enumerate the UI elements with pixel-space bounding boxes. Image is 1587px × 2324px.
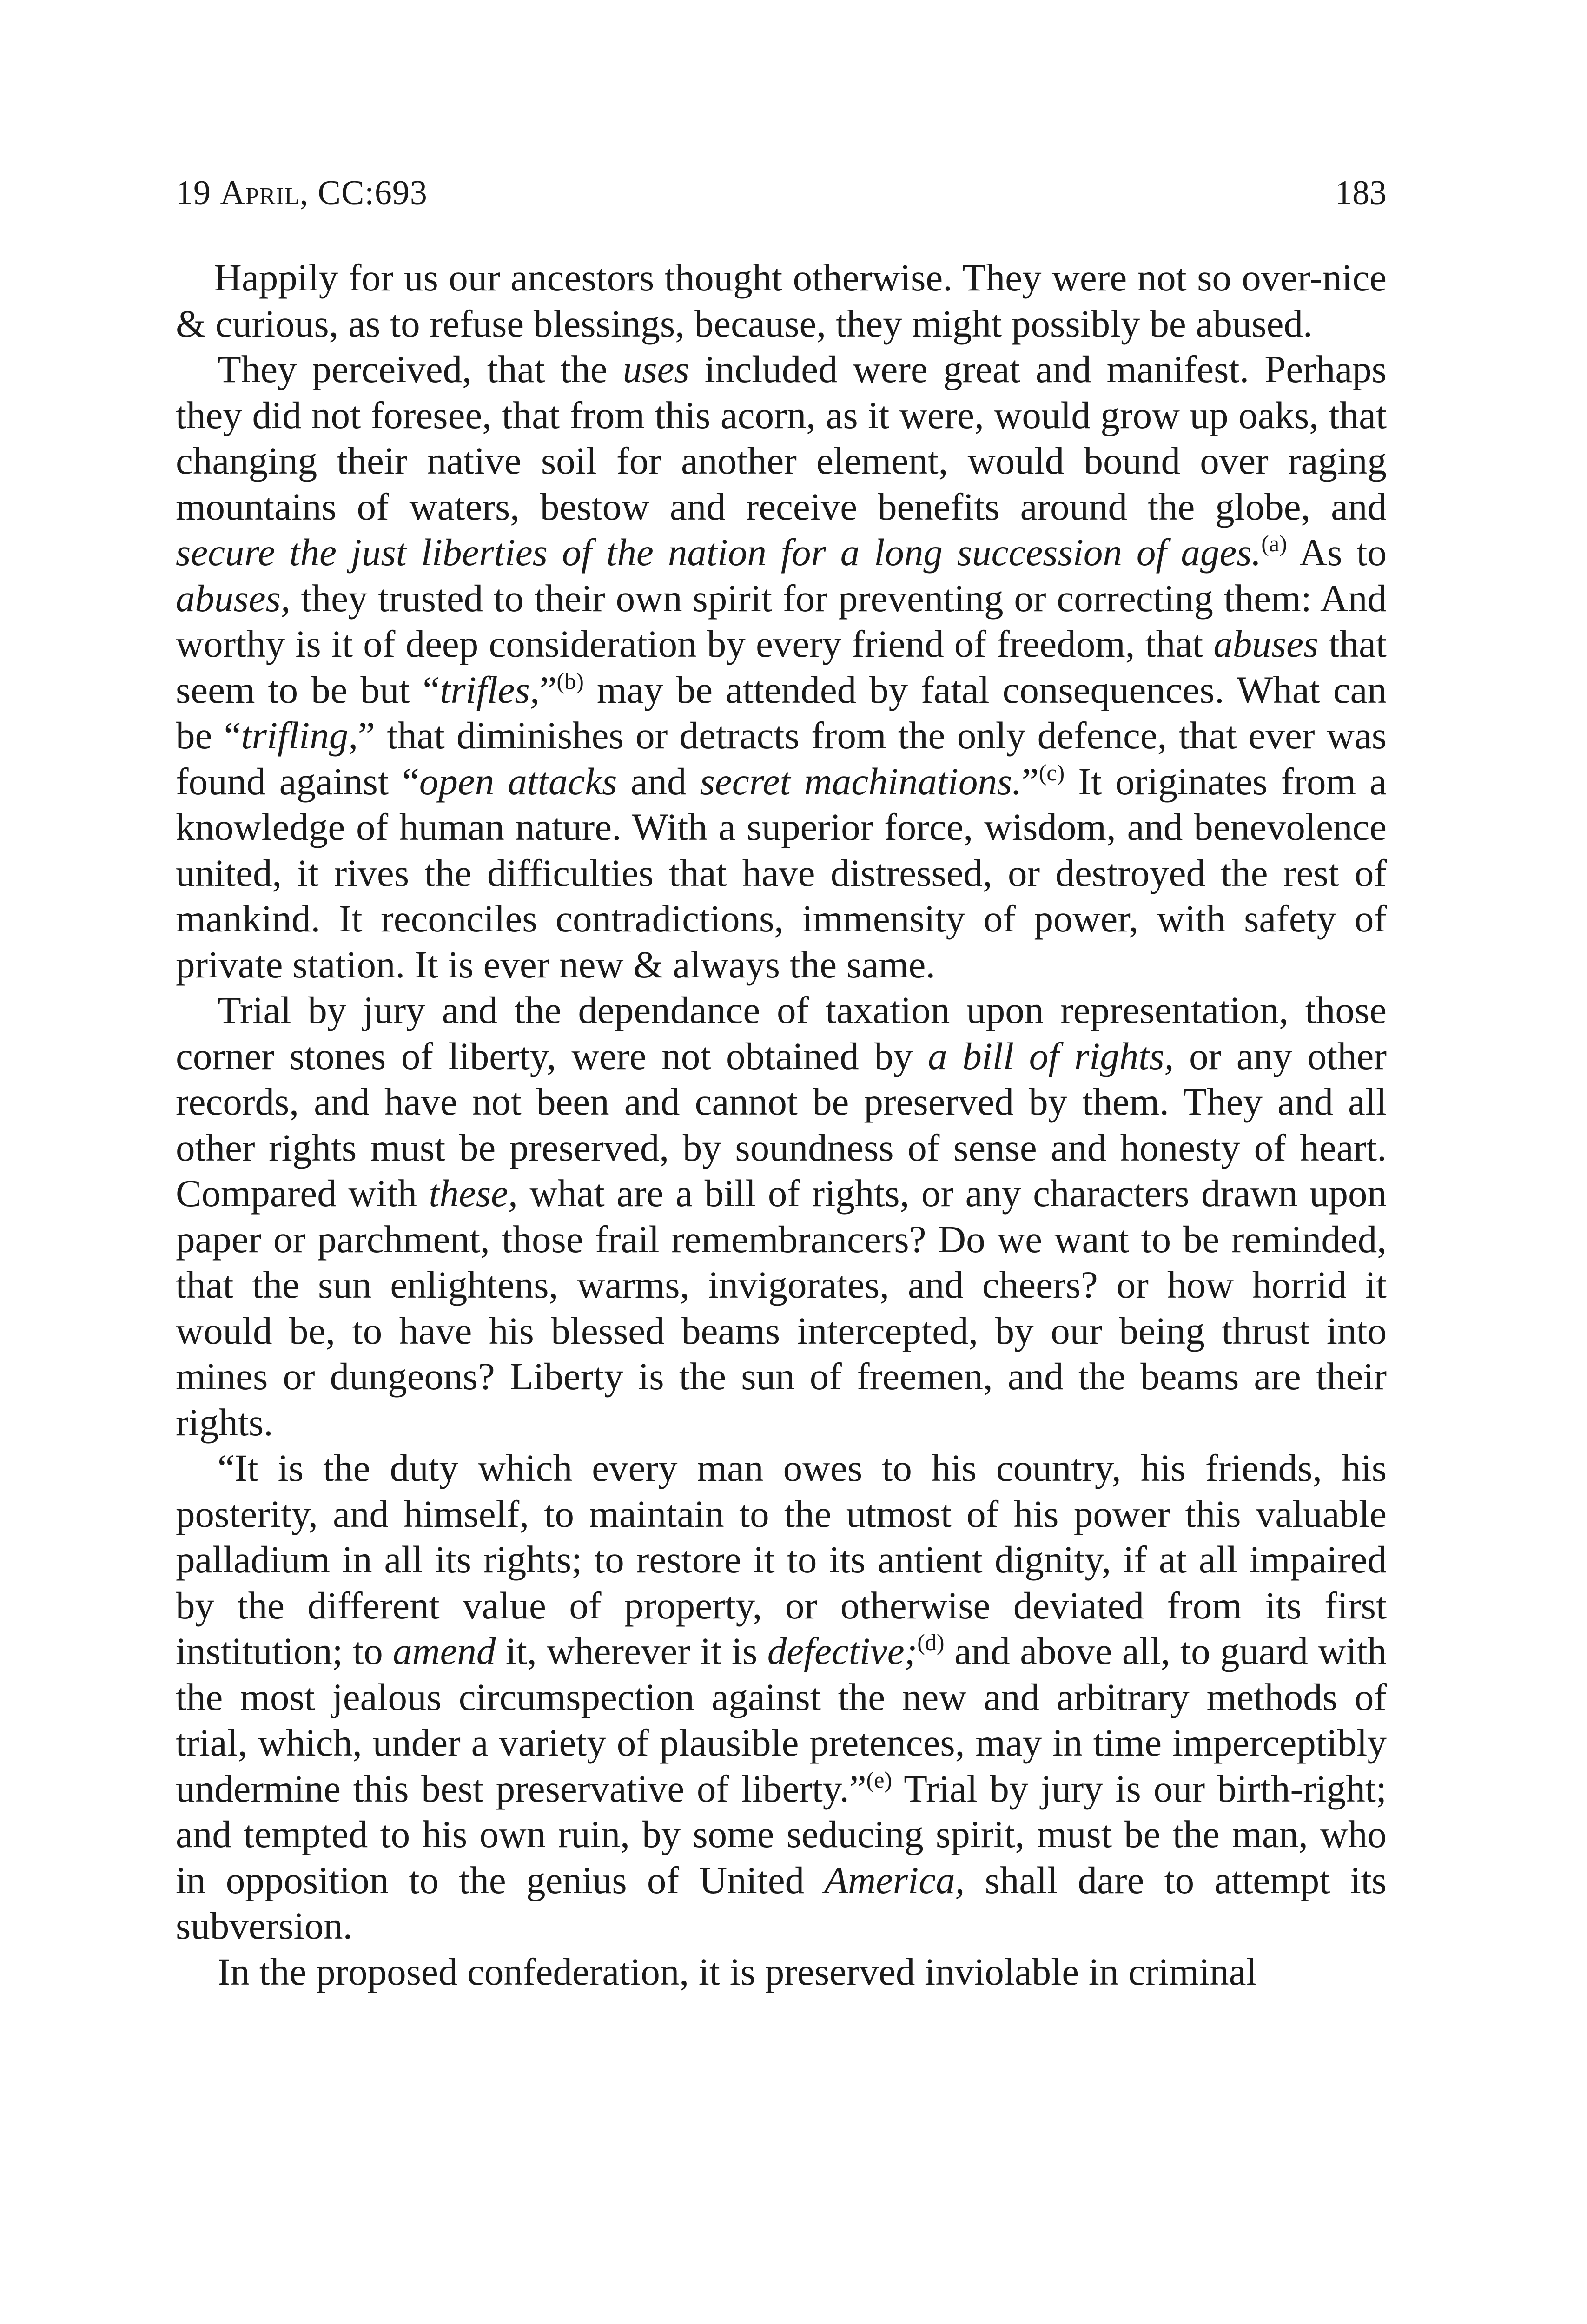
italic-run: defective; — [767, 1630, 918, 1672]
italic-run: trifles, — [440, 668, 540, 711]
footnote-marker-a: (a) — [1261, 530, 1287, 556]
text-run: or any other records, and have not been and cannot be preserved by them. They and all other rights must be preserved, by soundness of sense and honesty of heart. Compared with — [176, 1034, 1387, 1215]
text-run: “It is the duty which every man owes to his country, his friends, his posterity, and himself, to maintain to the utmost of his power this valuable palladium in all its rights; to restore it to its antient dignity, if at all impaired by the different value of property, or otherwise deviated from its first institution; to — [176, 1446, 1387, 1672]
italic-run: trifling, — [241, 714, 358, 757]
text-run: As to — [1287, 531, 1387, 574]
text-run: ” — [539, 668, 557, 711]
body-text — [176, 255, 1387, 1994]
text-run: what are a bill of rights, or any characters drawn upon paper or parchment, those frail remembrancers? Do we want to be reminded, that the sun enlightens, warms, invigorates, and cheers? or how horrid it would be, to have his blessed beams intercepted, by our being thrust into mines or dungeons? Liberty is the sun of freemen, and the beams are their rights. — [176, 1172, 1387, 1444]
text-run: Happily for us our ancestors thought otherwise. They were not so over-nice & curious, as to refuse blessings, because, they might possibly be abused. — [176, 256, 1387, 345]
page-number: 183 — [1335, 174, 1387, 212]
italic-run: uses — [622, 348, 689, 390]
paragraph-4 — [176, 1445, 1387, 1949]
italic-run: open attacks — [419, 759, 617, 803]
italic-run: a bill of rights, — [928, 1034, 1174, 1077]
text-run: ” — [1021, 759, 1039, 803]
text-run: that seem to be but “ — [176, 622, 1387, 711]
running-head-month: April — [220, 174, 300, 212]
text-run: They perceived, that the — [218, 348, 623, 390]
text-run: and above all, to guard with the most jealous circumspection against the new and arbitrary methods of trial, which, under a variety of plausible pretences, may in time imperceptibly undermine this best preservative of liberty.” — [176, 1630, 1387, 1810]
italic-run: abuses — [1213, 622, 1319, 665]
italic-run: secret machinations. — [700, 759, 1022, 803]
text-run: shall dare to attempt its subversion. — [176, 1858, 1387, 1947]
text-run: Trial by jury is our birth-right; and tempted to his own ruin, by some seducing spirit, must be the man, who in opposition to the genius of United — [176, 1767, 1387, 1901]
paragraph-1 — [176, 255, 1387, 346]
italic-run: secure the just liberties of the nation for a long succession of ages. — [176, 531, 1262, 574]
text-run: It originates from a knowledge of human nature. With a superior force, wisdom, and benevolence united, it rives the difficulties that have distressed, or destroyed the rest of mankind. It reconciles contradictions, immensity of power, with safety of private station. It is ever new & always the same. — [176, 759, 1387, 986]
running-head-section — [176, 167, 428, 218]
paragraph-2 — [176, 346, 1387, 987]
italic-run: abuses, — [176, 576, 291, 620]
italic-run: America, — [824, 1858, 965, 1901]
footnote-marker-b: (b) — [556, 667, 584, 694]
text-run: may be attended by fatal consequences. What can be “ — [176, 668, 1387, 757]
text-run: and — [617, 759, 700, 803]
paragraph-3 — [176, 987, 1387, 1445]
paragraph-5 — [176, 1949, 1387, 1995]
text-run: In the proposed confederation, it is preserved inviolable in criminal — [218, 1950, 1257, 1993]
text-run: ” that diminishes or detracts from the only defence, that ever was found against “ — [176, 714, 1387, 803]
running-head-ref: , CC:693 — [299, 174, 428, 212]
text-run: Trial by jury and the dependance of taxation upon representation, those corner stones of liberty, were not obtained by — [176, 989, 1387, 1077]
footnote-marker-d: (d) — [917, 1629, 945, 1655]
running-head-day: 19 — [176, 174, 220, 212]
text-run: they trusted to their own spirit for preventing or correcting them: And worthy is it of deep consideration by every friend of freedom, that — [176, 576, 1387, 665]
text-run: included were great and manifest. Perhaps they did not foresee, that from this acorn, as it were, would grow up oaks, that changing their native soil for another element, would bound over raging mountains of waters, bestow and receive benefits around the globe, and — [176, 348, 1387, 528]
italic-run: these, — [429, 1172, 518, 1215]
footnote-marker-c: (c) — [1038, 759, 1065, 786]
text-run: it, wherever it is — [496, 1630, 767, 1672]
italic-run: amend — [393, 1630, 496, 1672]
footnote-marker-e: (e) — [866, 1766, 893, 1793]
running-head — [176, 167, 1387, 218]
